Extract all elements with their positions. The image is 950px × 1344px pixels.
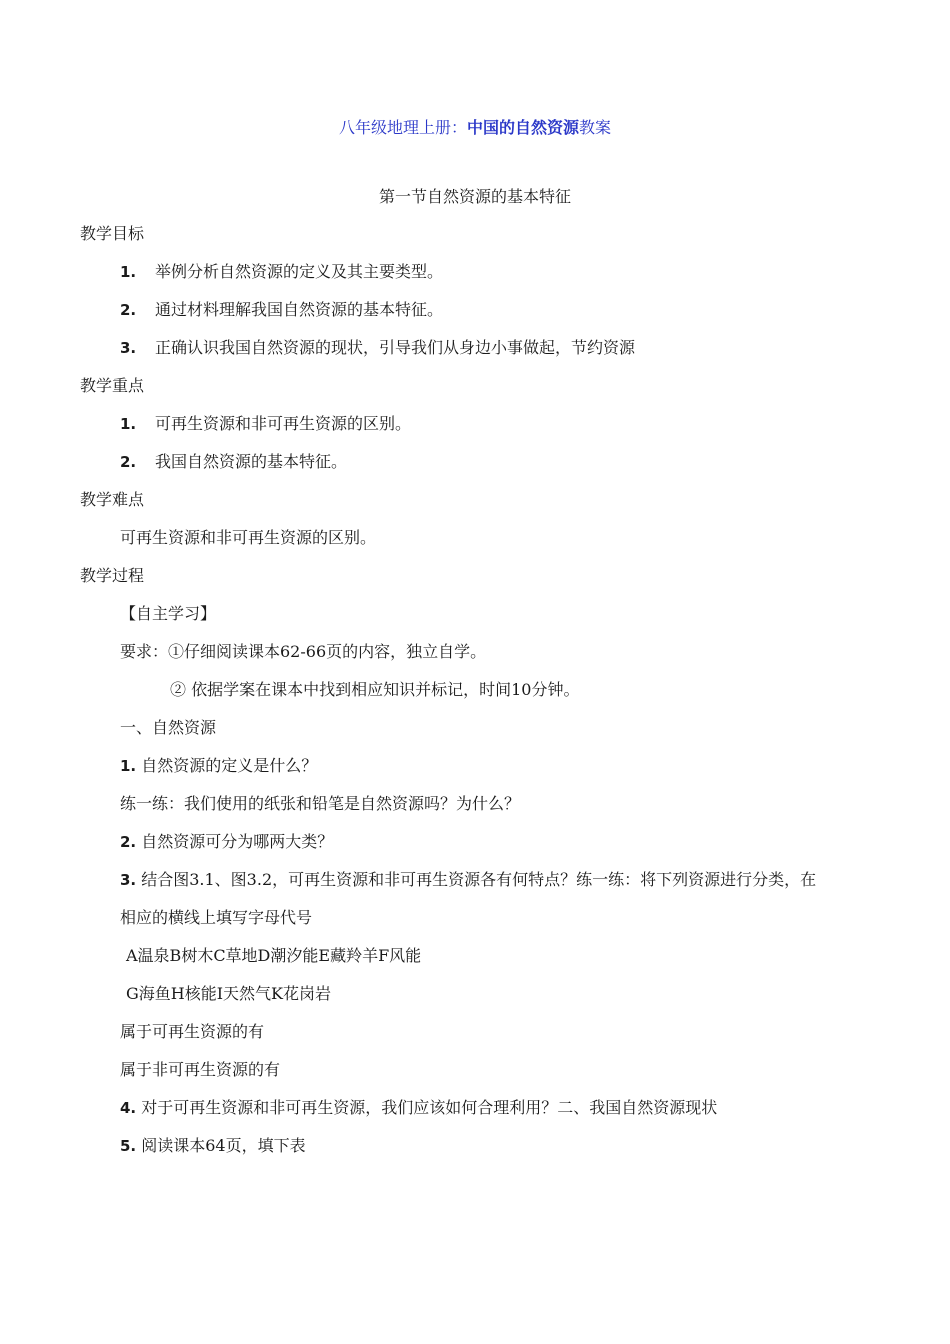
requirement-1: 要求：①仔细阅读课本62-66页的内容，独立自学。 xyxy=(120,642,487,661)
title-topic: 中国的自然资源 xyxy=(466,118,579,137)
question-number: 4. xyxy=(120,1099,137,1117)
goal-text: 举例分析自然资源的定义及其主要类型。 xyxy=(155,262,444,281)
question-4 xyxy=(120,1097,717,1119)
section-natural-resources: 一、自然资源 xyxy=(120,718,217,737)
question-1 xyxy=(120,755,317,777)
renewable-answer-line: 属于可再生资源的有 xyxy=(120,1022,265,1041)
goal-item-1 xyxy=(120,261,443,283)
goal-text: 正确认识我国自然资源的现状，引导我们从身边小事做起，节约资源 xyxy=(155,338,636,357)
nonrenewable-answer-line: 属于非可再生资源的有 xyxy=(120,1060,281,1079)
question-text: 自然资源的定义是什么？ xyxy=(136,756,318,775)
title-prefix: 八年级地理上册： xyxy=(338,118,467,137)
key-point-text: 我国自然资源的基本特征。 xyxy=(155,452,348,471)
question-text: 结合图3.1、图3.2，可再生资源和非可再生资源各有何特点？练一练：将下列资源进行分类，在 xyxy=(136,870,817,889)
requirement-2: ② 依据学案在课本中找到相应知识并标记，时间10分钟。 xyxy=(170,680,580,699)
key-point-item-1 xyxy=(120,413,411,435)
question-number: 2. xyxy=(120,833,137,851)
section-title: 第一节自然资源的基本特征 xyxy=(378,187,571,206)
goal-item-3 xyxy=(120,337,635,359)
practice-1: 练一练：我们使用的纸张和铅笔是自然资源吗？为什么？ xyxy=(120,794,521,813)
question-text: 阅读课本64页，填下表 xyxy=(136,1136,306,1155)
process-heading: 教学过程 xyxy=(80,566,145,585)
goal-text: 通过材料理解我国自然资源的基本特征。 xyxy=(155,300,444,319)
resource-options-1: A温泉B树木C草地D潮汐能E藏羚羊F风能 xyxy=(126,946,422,965)
goal-number: 3. xyxy=(120,339,137,357)
goals-heading: 教学目标 xyxy=(80,224,145,243)
key-point-number: 1. xyxy=(120,415,137,433)
question-3-continued: 相应的横线上填写字母代号 xyxy=(120,908,313,927)
difficulties-text: 可再生资源和非可再生资源的区别。 xyxy=(120,528,377,547)
goal-number: 2. xyxy=(120,301,137,319)
question-text: 对于可再生资源和非可再生资源，我们应该如何合理利用？二、我国自然资源现状 xyxy=(136,1098,718,1117)
difficulties-heading: 教学难点 xyxy=(80,490,145,509)
question-number: 3. xyxy=(120,871,137,889)
question-3 xyxy=(120,869,816,891)
goal-item-2 xyxy=(120,299,443,321)
question-2 xyxy=(120,831,333,853)
key-point-text: 可再生资源和非可再生资源的区别。 xyxy=(155,414,412,433)
resource-options-2: G海鱼H核能I天然气K花岗岩 xyxy=(126,984,332,1003)
self-study-label: 【自主学习】 xyxy=(120,604,217,623)
question-number: 5. xyxy=(120,1137,137,1155)
document-title xyxy=(0,117,950,139)
key-point-number: 2. xyxy=(120,453,137,471)
key-point-item-2 xyxy=(120,451,347,473)
goal-number: 1. xyxy=(120,263,137,281)
title-suffix: 教案 xyxy=(579,118,612,137)
question-text: 自然资源可分为哪两大类？ xyxy=(136,832,334,851)
question-5 xyxy=(120,1135,306,1157)
question-number: 1. xyxy=(120,757,137,775)
key-points-heading: 教学重点 xyxy=(80,376,145,395)
